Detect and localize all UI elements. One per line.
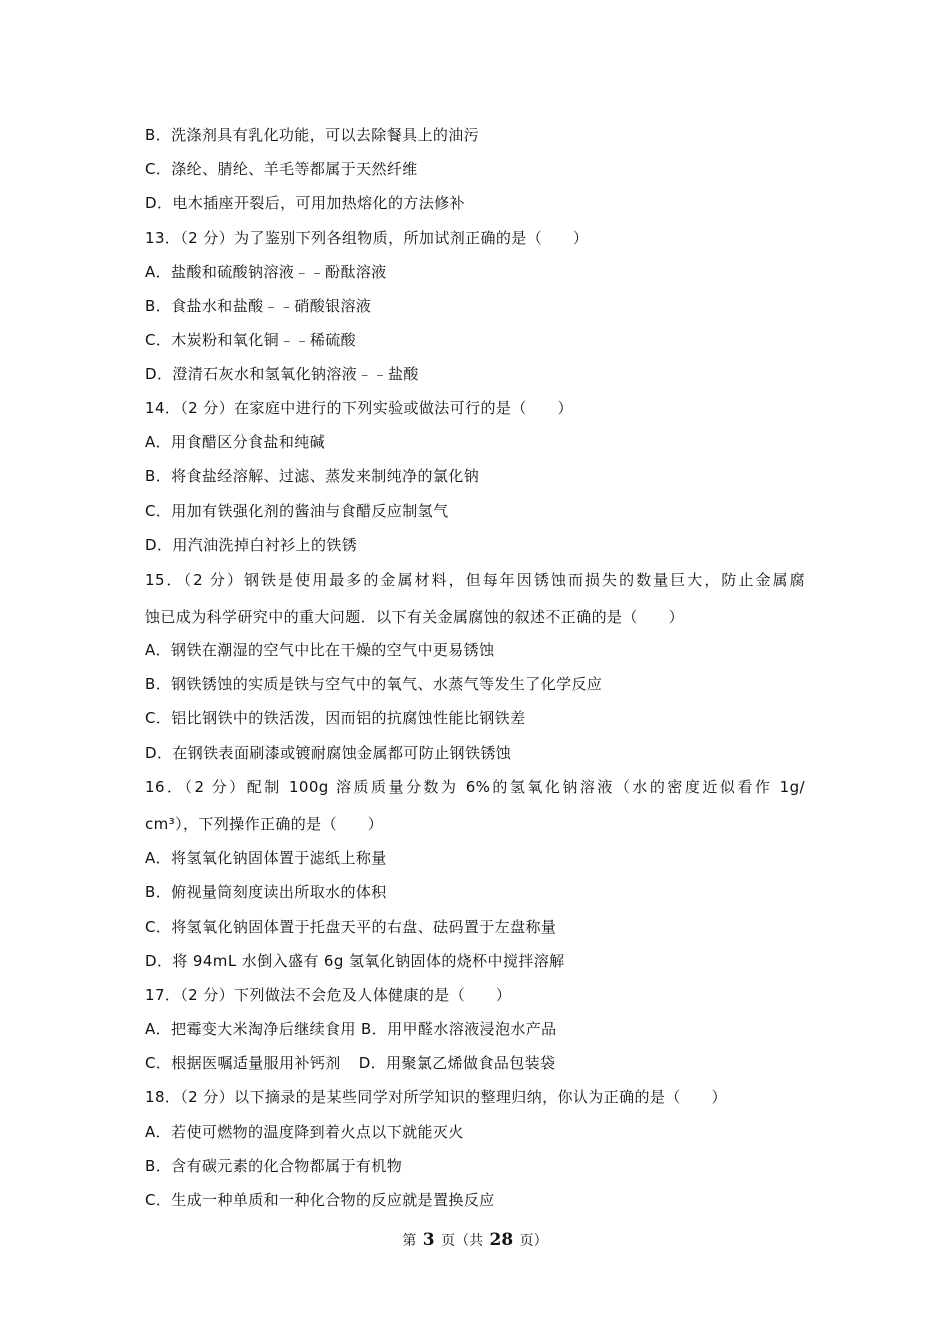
option-17c: C．根据医嘱适量服用补钙剂 (145, 1054, 341, 1072)
option-15a: A．钢铁在潮湿的空气中比在干燥的空气中更易锈蚀 (145, 641, 495, 659)
option-15b: B．钢铁锈蚀的实质是铁与空气中的氧气、水蒸气等发生了化学反应 (145, 675, 603, 693)
question-14: 14．（2 分）在家庭中进行的下列实验或做法可行的是（ ） (145, 399, 573, 417)
option-15c: C．铝比钢铁中的铁活泼，因而铝的抗腐蚀性能比钢铁差 (145, 709, 526, 727)
options-17-row1 (145, 1019, 557, 1039)
option-12c: C．涤纶、腈纶、羊毛等都属于天然纤维 (145, 160, 418, 178)
footer-suffix: 页） (519, 1233, 548, 1249)
option-17a: A．把霉变大米淘净后继续食用 (145, 1020, 356, 1038)
question-16-line1: 16．（2 分）配制 100g 溶质质量分数为 6%的氢氧化钠溶液（水的密度近似看作 1g/ (145, 778, 805, 796)
option-14a: A．用食醋区分食盐和纯碱 (145, 433, 326, 451)
total-pages: 28 (489, 1230, 514, 1250)
question-15-line1: 15．（2 分）钢铁是使用最多的金属材料，但每年因锈蚀而损失的数量巨大，防止金属腐 (145, 571, 805, 589)
page-number: 3 (422, 1230, 435, 1250)
option-16d: D．将 94mL 水倒入盛有 6g 氢氧化钠固体的烧杯中搅拌溶解 (145, 952, 565, 970)
option-17b: B．用甲醛水溶液浸泡水产品 (361, 1020, 557, 1038)
option-14d: D．用汽油洗掉白衬衫上的铁锈 (145, 536, 358, 554)
option-18a: A．若使可燃物的温度降到着火点以下就能灭火 (145, 1123, 464, 1141)
option-14c: C．用加有铁强化剂的酱油与食醋反应制氢气 (145, 502, 449, 520)
question-13: 13．（2 分）为了鉴别下列各组物质，所加试剂正确的是（ ） (145, 229, 589, 247)
option-16a: A．将氢氧化钠固体置于滤纸上称量 (145, 849, 387, 867)
footer-prefix: 第 (402, 1233, 417, 1249)
question-15-line2: 蚀已成为科学研究中的重大问题．以下有关金属腐蚀的叙述不正确的是（ ） (145, 608, 685, 626)
question-17: 17．（2 分）下列做法不会危及人体健康的是（ ） (145, 986, 512, 1004)
page-footer (0, 1230, 950, 1251)
option-16b: B．俯视量筒刻度读出所取水的体积 (145, 883, 387, 901)
footer-middle: 页（共 (441, 1233, 484, 1249)
options-17-row2 (145, 1053, 555, 1073)
option-16c: C．将氢氧化钠固体置于托盘天平的右盘、砝码置于左盘称量 (145, 918, 557, 936)
option-17d: D．用聚氯乙烯做食品包装袋 (358, 1054, 556, 1072)
option-12d: D．电木插座开裂后，可用加热熔化的方法修补 (145, 194, 465, 212)
option-18c: C．生成一种单质和一种化合物的反应就是置换反应 (145, 1191, 495, 1209)
question-18: 18．（2 分）以下摘录的是某些同学对所学知识的整理归纳，你认为正确的是（ ） (145, 1088, 727, 1106)
option-13a: A．盐酸和硫酸钠溶液﹣﹣酚酞溶液 (145, 263, 387, 281)
option-13d: D．澄清石灰水和氢氧化钠溶液﹣﹣盐酸 (145, 365, 419, 383)
option-18b: B．含有碳元素的化合物都属于有机物 (145, 1157, 403, 1175)
option-15d: D．在钢铁表面刷漆或镀耐腐蚀金属都可防止钢铁锈蚀 (145, 744, 512, 762)
option-12b: B．洗涤剂具有乳化功能，可以去除餐具上的油污 (145, 126, 480, 144)
option-13c: C．木炭粉和氧化铜﹣﹣稀硫酸 (145, 331, 357, 349)
option-13b: B．食盐水和盐酸﹣﹣硝酸银溶液 (145, 297, 372, 315)
question-16-line2: cm³），下列操作正确的是（ ） (145, 815, 384, 833)
option-14b: B．将食盐经溶解、过滤、蒸发来制纯净的氯化钠 (145, 467, 480, 485)
